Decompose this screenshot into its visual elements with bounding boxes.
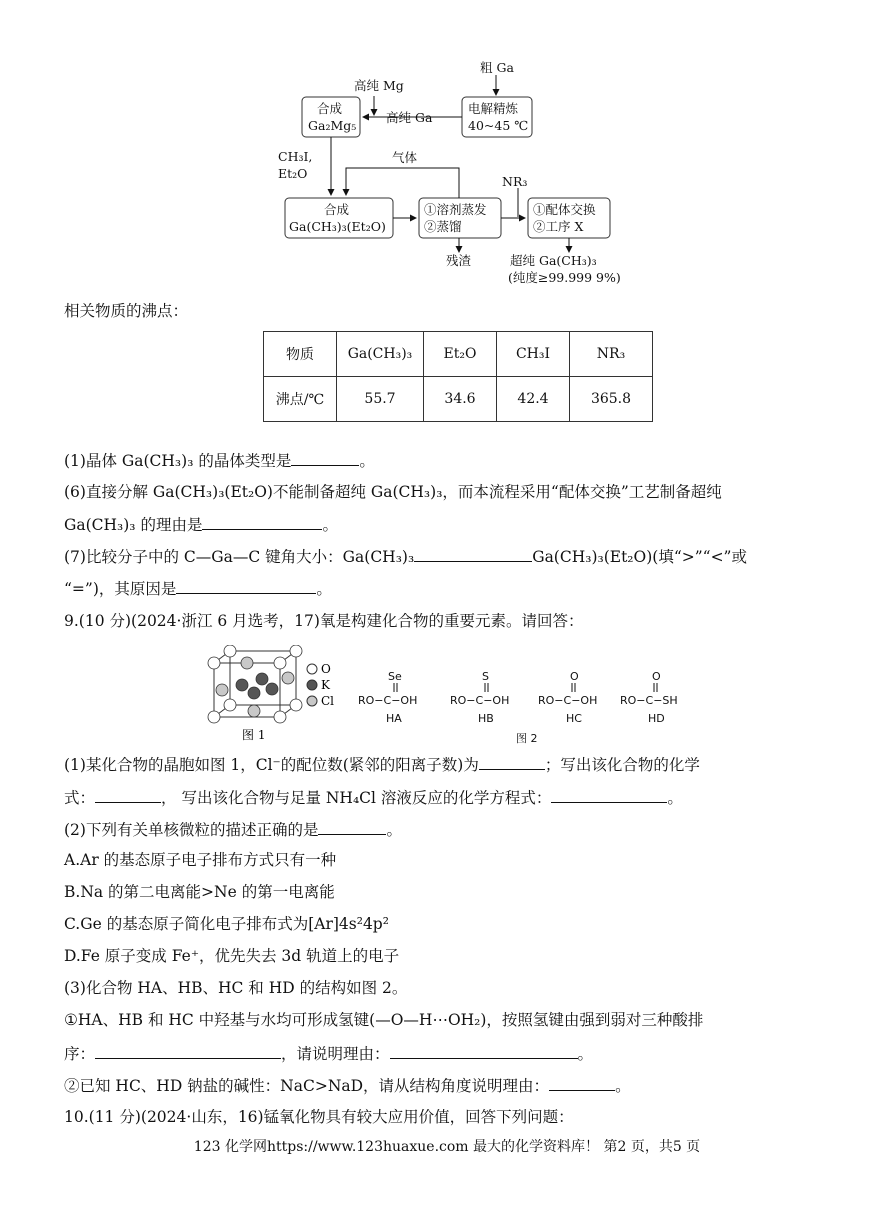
structure-ha xyxy=(358,670,417,725)
answer-blank[interactable] xyxy=(551,786,667,803)
svg-text:RO−C−OH: RO−C−OH xyxy=(358,694,418,707)
question-text: ，请说明理由： xyxy=(281,1045,390,1063)
punctuation: 。 xyxy=(667,789,683,807)
question-7-line1 xyxy=(64,545,747,568)
option-c: C.Ge 的基态原子简化电子排布式为[Ar]4s²4p² xyxy=(64,915,389,933)
svg-text:HD: HD xyxy=(648,712,665,725)
svg-text:RO−C−SH: RO−C−SH xyxy=(620,694,678,707)
atom-k xyxy=(256,673,268,685)
table-header-row xyxy=(264,332,653,377)
question-text: (1)某化合物的晶胞如图 1，Cl⁻的配位数(紧邻的阳离子数)为 xyxy=(64,756,479,774)
table-cell: CH₃I xyxy=(497,332,570,377)
question-text: (7)比较分子中的 C—Ga—C 键角大小：Ga(CH₃)₃ xyxy=(64,548,415,566)
question-7-line2 xyxy=(64,577,332,600)
question-10-heading: 10.(11 分)(2024·山东，16)锰氧化物具有较大应用价值，回答下列问题： xyxy=(64,1108,574,1126)
table-cell: Ga(CH₃)₃ xyxy=(337,332,424,377)
svg-text:S: S xyxy=(482,670,489,683)
legend-o: O xyxy=(321,662,331,676)
box3-line1: 合成 xyxy=(324,202,350,217)
figure-2-caption: 图 2 xyxy=(516,732,538,745)
structure-hc xyxy=(538,670,597,725)
question-text: “=”)，其原因是 xyxy=(64,580,177,598)
atom-o xyxy=(290,645,302,657)
question-text: Ga(CH₃)₃ 的理由是 xyxy=(64,516,203,534)
answer-blank[interactable] xyxy=(176,577,316,594)
label-residue: 残渣 xyxy=(446,253,472,268)
answer-blank[interactable] xyxy=(479,753,545,770)
atom-o xyxy=(274,711,286,723)
option-b: B.Na 的第二电离能>Ne 的第一电离能 xyxy=(64,883,335,901)
svg-text:HB: HB xyxy=(478,712,494,725)
atom-k xyxy=(266,683,278,695)
subquestion-3-part1-line2 xyxy=(64,1042,593,1065)
atom-o xyxy=(274,657,286,669)
svg-text:RO−C−OH: RO−C−OH xyxy=(538,694,598,707)
legend-cl: Cl xyxy=(321,694,335,708)
atom-cl xyxy=(241,657,253,669)
label-high-purity-ga: 高纯 Ga xyxy=(386,110,433,125)
box1-line2: Ga₂Mg₅ xyxy=(308,118,357,133)
figure-1-caption: 图 1 xyxy=(242,728,266,742)
label-reagent-et2o: Et₂O xyxy=(278,166,308,181)
label-gas: 气体 xyxy=(392,150,418,165)
question-text: Ga(CH₃)₃(Et₂O)(填“>”“<”或 xyxy=(532,548,747,566)
answer-blank[interactable] xyxy=(549,1074,615,1091)
svg-text:O: O xyxy=(652,670,661,683)
option-d: D.Fe 原子变成 Fe⁺，优先失去 3d 轨道上的电子 xyxy=(64,947,400,965)
answer-blank[interactable] xyxy=(414,545,532,562)
question-text: ②已知 HC、HD 钠盐的碱性：NaC>NaD，请从结构角度说明理由： xyxy=(64,1077,550,1095)
question-9-heading: 9.(10 分)(2024·浙江 6 月选考，17)氧是构建化合物的重要元素。请回答： xyxy=(64,612,584,630)
question-text: ， 写出该化合物与足量 NH₄Cl 溶液反应的化学方程式： xyxy=(161,789,552,807)
table-row xyxy=(264,377,653,422)
table-cell: 365.8 xyxy=(570,377,653,422)
box5-line2: ②工序 X xyxy=(533,219,584,234)
atom-cl xyxy=(248,705,260,717)
box4-line1: ①溶剂蒸发 xyxy=(424,202,487,217)
punctuation: 。 xyxy=(577,1045,594,1063)
table-cell: NR₃ xyxy=(570,332,653,377)
question-6-line1: (6)直接分解 Ga(CH₃)₃(Et₂O)不能制备超纯 Ga(CH₃)₃，而本流程采用“配体交换”工艺制备超纯 xyxy=(64,483,722,501)
table-cell: 42.4 xyxy=(497,377,570,422)
table-cell: 物质 xyxy=(264,332,337,377)
answer-blank[interactable] xyxy=(202,513,322,530)
question-text: (1)晶体 Ga(CH₃)₃ 的晶体类型是 xyxy=(64,452,292,470)
table-cell: Et₂O xyxy=(424,332,497,377)
figure-2-structures xyxy=(354,668,694,748)
structure-hd xyxy=(620,670,678,725)
option-a: A.Ar 的基态原子电子排布方式只有一种 xyxy=(64,851,337,869)
svg-text:HC: HC xyxy=(566,712,582,725)
subquestion-1-line2 xyxy=(64,786,683,809)
atom-o xyxy=(290,699,302,711)
svg-text:HA: HA xyxy=(386,712,402,725)
question-text: (2)下列有关单核微粒的描述正确的是 xyxy=(64,821,319,839)
svg-text:RO−C−OH: RO−C−OH xyxy=(450,694,510,707)
legend-k: K xyxy=(321,678,330,692)
question-text: 式： xyxy=(64,789,96,807)
atom-o xyxy=(208,657,220,669)
table-cell: 沸点/℃ xyxy=(264,377,337,422)
box2-line2: 40~45 ℃ xyxy=(468,118,529,133)
box4-line2: ②蒸馏 xyxy=(424,219,462,234)
table-cell: 55.7 xyxy=(337,377,424,422)
svg-text:Se: Se xyxy=(388,670,402,683)
process-flowchart xyxy=(270,60,630,290)
answer-blank[interactable] xyxy=(291,449,359,466)
punctuation: 。 xyxy=(316,580,332,598)
punctuation: 。 xyxy=(322,516,338,534)
answer-blank[interactable] xyxy=(95,786,161,803)
label-high-purity-mg: 高纯 Mg xyxy=(354,78,404,93)
subquestion-3-part1-line1: ①HA、HB 和 HC 中羟基与水均可形成氢键(—O—H⋯OH₂)，按照氢键由强到弱对三种酸排 xyxy=(64,1011,704,1029)
subquestion-3: (3)化合物 HA、HB、HC 和 HD 的结构如图 2。 xyxy=(64,979,408,997)
punctuation: 。 xyxy=(359,452,375,470)
subquestion-3-part2 xyxy=(64,1074,631,1097)
atom-k xyxy=(248,687,260,699)
structure-hb xyxy=(450,670,509,725)
answer-blank[interactable] xyxy=(390,1042,578,1059)
answer-blank[interactable] xyxy=(318,818,386,835)
question-text: ；写出该化合物的化学 xyxy=(544,756,700,774)
atom-o xyxy=(224,645,236,657)
atom-o xyxy=(208,711,220,723)
punctuation: 。 xyxy=(386,821,402,839)
label-purity: (纯度≥99.999 9%) xyxy=(508,270,621,285)
box3-line2: Ga(CH₃)₃(Et₂O) xyxy=(289,219,386,234)
atom-k xyxy=(236,679,248,691)
answer-blank[interactable] xyxy=(95,1042,281,1059)
subquestion-2 xyxy=(64,818,402,841)
subquestion-1-line1 xyxy=(64,753,700,776)
question-1 xyxy=(64,449,375,472)
table-cell: 34.6 xyxy=(424,377,497,422)
figure-1-unit-cell xyxy=(204,645,344,745)
question-6-line2 xyxy=(64,513,338,536)
label-crude-ga: 粗 Ga xyxy=(480,60,514,75)
label-reagent-ch3i: CH₃I, xyxy=(278,149,313,164)
boiling-point-table xyxy=(263,331,653,422)
boiling-point-intro: 相关物质的沸点： xyxy=(64,302,189,320)
label-nr3: NR₃ xyxy=(502,174,528,189)
atom-cl xyxy=(282,672,294,684)
svg-text:O: O xyxy=(570,670,579,683)
question-text: 序： xyxy=(64,1045,96,1063)
box1-line1: 合成 xyxy=(317,101,343,116)
box5-line1: ①配体交换 xyxy=(533,202,596,217)
label-product: 超纯 Ga(CH₃)₃ xyxy=(510,253,597,268)
punctuation: 。 xyxy=(615,1077,631,1095)
box2-line1: 电解精炼 xyxy=(468,101,519,116)
atom-cl xyxy=(216,684,228,696)
page-footer: 123 化学网https://www.123huaxue.com 最大的化学资料库！ 第2 页，共5 页 xyxy=(193,1139,701,1155)
atom-o xyxy=(224,699,236,711)
